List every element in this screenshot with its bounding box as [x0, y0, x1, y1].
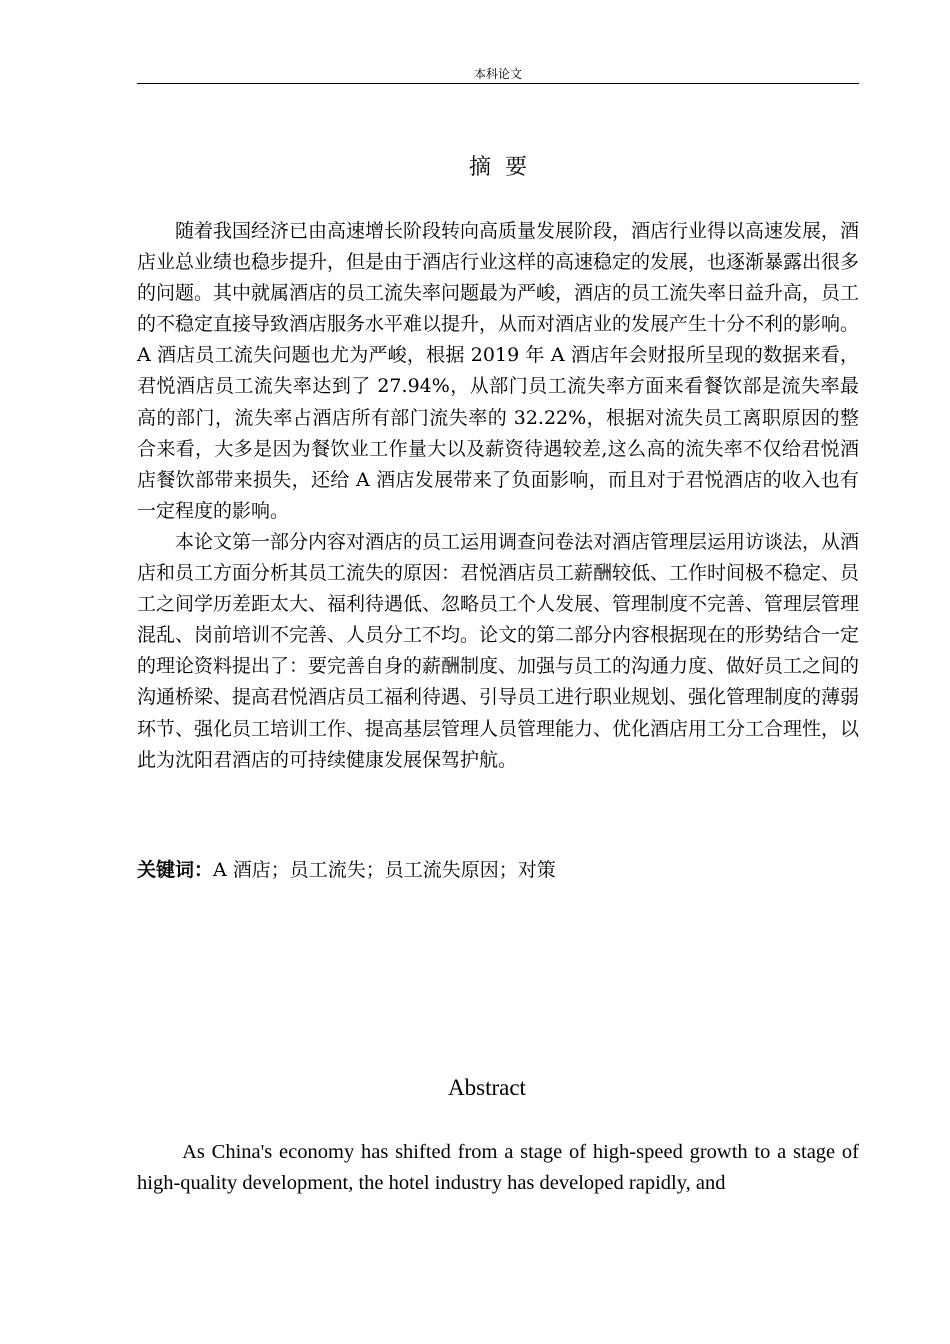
english-abstract-paragraph: As China's economy has shifted from a stage of high-speed growth to a stage of high-quality development, the hotel industry has developed rapidly, and — [137, 1141, 859, 1194]
chinese-abstract-paragraph: 随着我国经济已由高速增长阶段转向高质量发展阶段，酒店行业得以高速发展，酒店业总业绩也稳步提升，但是由于酒店行业这样的高速稳定的发展，也逐渐暴露出很多的问题。其中就属酒店的员工流失率问题最为严峻，酒店的员工流失率日益升高，员工的不稳定直接导致酒店服务水平难以提升，从而对酒店业的发展产生十分不利的影响。A 酒店员工流失问题也尤为严峻，根据 2019 年 A 酒店年会财报所呈现的数据来看，君悦酒店员工流失率达到了 27.94%，从部门员工流失率方面来看餐饮部是流失率最高的部门，流失率占酒店所有部门流失率的 32.22%，根据对流失员工离职原因的整合来看，大多是因为餐饮业工作量大以及薪资待遇较差,这么高的流失率不仅给君悦酒店餐饮部带来损失，还给 A 酒店发展带来了负面影响，而且对于君悦酒店的收入也有一定程度的影响。 — [137, 220, 860, 522]
english-abstract-title: Abstract — [448, 1075, 526, 1100]
page-header: 本科论文 — [473, 67, 522, 81]
chinese-abstract-body — [137, 216, 859, 776]
english-abstract-body — [137, 1137, 859, 1199]
keywords-text: A 酒店；员工流失；员工流失原因；对策 — [213, 859, 556, 881]
chinese-abstract-paragraph: 本论文第一部分内容对酒店的员工运用调查问卷法对酒店管理层运用访谈法，从酒店和员工方面分析其员工流失的原因：君悦酒店员工薪酬较低、工作时间极不稳定、员工之间学历差距太大、福利待遇低、忽略员工个人发展、管理制度不完善、管理层管理混乱、岗前培训不完善、人员分工不均。论文的第二部分内容根据现在的形势结合一定的理论资料提出了：要完善自身的薪酬制度、加强与员工的沟通力度、做好员工之间的沟通桥梁、提高君悦酒店员工福利待遇、引导员工进行职业规划、强化管理制度的薄弱环节、强化员工培训工作、提高基层管理人员管理能力、优化酒店用工分工合理性，以此为沈阳君酒店的可持续健康发展保驾护航。 — [137, 530, 860, 771]
chinese-abstract-title: 摘要 — [468, 155, 541, 180]
keywords-line — [137, 855, 859, 885]
header-divider — [137, 83, 859, 84]
keywords-label: 关键词： — [137, 859, 214, 881]
